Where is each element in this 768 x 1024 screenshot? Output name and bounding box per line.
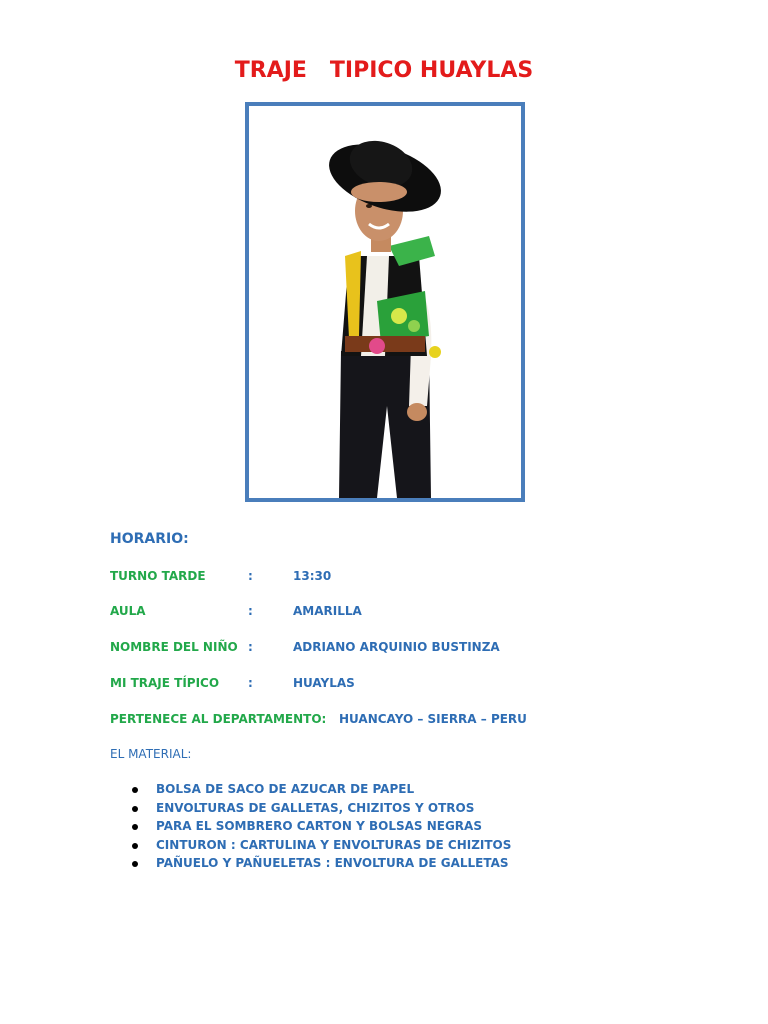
info-value: ADRIANO ARQUINIO BUSTINZA (293, 640, 500, 654)
bullet-icon (132, 843, 138, 849)
material-text: ENVOLTURAS DE GALLETAS, CHIZITOS Y OTROS (156, 800, 475, 815)
material-text: PARA EL SOMBRERO CARTON Y BOLSAS NEGRAS (156, 819, 482, 833)
info-label: TURNO TARDE (110, 569, 206, 583)
list-item (130, 838, 511, 857)
material-list (130, 782, 511, 875)
costume-photo (245, 102, 525, 502)
info-colon: : (248, 569, 253, 583)
list-item (130, 819, 511, 838)
info-value: AMARILLA (293, 604, 362, 618)
list-item (130, 856, 511, 875)
bullet-icon (132, 806, 138, 812)
material-heading: EL MATERIAL: (110, 747, 192, 761)
page-title: TRAJE TIPICO HUAYLAS (234, 58, 534, 83)
child-in-huaylas-costume-illustration (249, 106, 521, 498)
material-text: PAÑUELO Y PAÑUELETAS : ENVOLTURA DE GALLETAS (156, 856, 509, 870)
list-item (130, 782, 511, 801)
info-label: MI TRAJE TÍPICO (110, 676, 220, 690)
info-label: PERTENECE AL DEPARTAMENTO: (110, 712, 327, 726)
bullet-icon (132, 861, 138, 867)
info-value: HUANCAYO – SIERRA – PERU (339, 712, 527, 726)
info-value: 13:30 (293, 569, 332, 583)
info-label: NOMBRE DEL NIÑO (110, 640, 238, 654)
info-label: AULA (110, 604, 146, 618)
list-item (130, 801, 511, 820)
info-colon: : (248, 676, 253, 690)
info-colon: : (248, 640, 253, 654)
info-value: HUAYLAS (293, 676, 355, 690)
bullet-icon (132, 824, 138, 830)
material-text: CINTURON : CARTULINA Y ENVOLTURAS DE CHIZITOS (156, 837, 512, 852)
material-text: BOLSA DE SACO DE AZUCAR DE PAPEL (156, 782, 415, 796)
info-colon: : (248, 604, 253, 618)
bullet-icon (132, 787, 138, 793)
schedule-heading: HORARIO: (110, 531, 189, 547)
